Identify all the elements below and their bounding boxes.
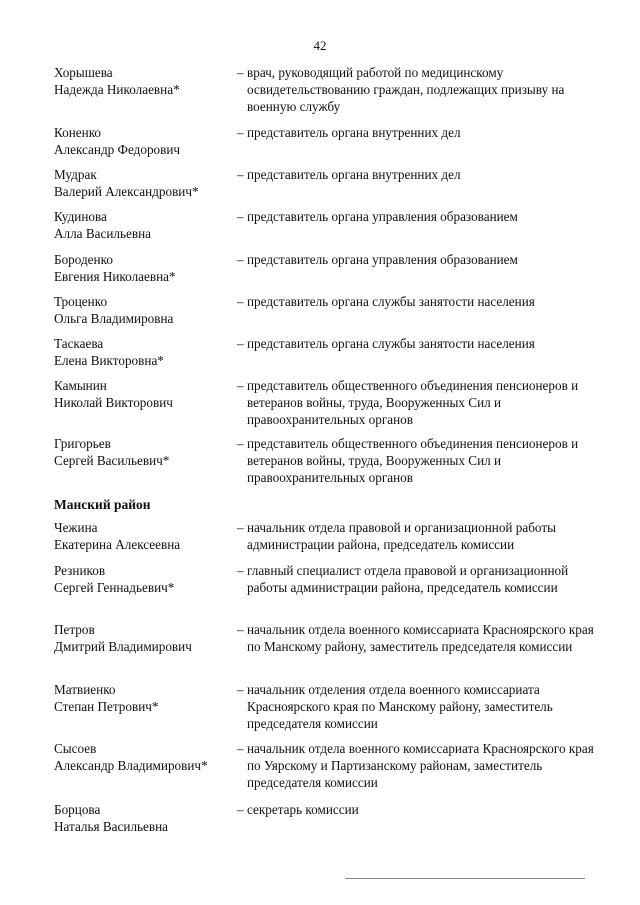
member-role [237, 124, 607, 141]
member-role [237, 801, 607, 818]
bottom-rule [345, 878, 585, 879]
member-name [54, 293, 234, 327]
member-name [54, 208, 234, 242]
member-name [54, 519, 234, 553]
member-name [54, 377, 234, 411]
dash: – [237, 209, 244, 224]
dash: – [237, 436, 244, 451]
member-last-name: Таскаева [54, 336, 104, 351]
member-last-name: Матвиенко [54, 682, 116, 697]
member-last-name: Хорышева [54, 65, 113, 80]
member-first-name: Евгения Николаевна* [54, 269, 176, 284]
dash: – [237, 802, 244, 817]
member-role [237, 377, 607, 428]
member-role-text: представитель органа управления образованием [247, 209, 518, 224]
member-first-name: Николай Викторович [54, 395, 173, 410]
member-last-name: Чежина [54, 520, 98, 535]
member-name [54, 681, 234, 715]
dash: – [237, 252, 244, 267]
dash: – [237, 563, 244, 578]
member-role [237, 562, 607, 596]
dash: – [237, 294, 244, 309]
member-first-name: Екатерина Алексеевна [54, 537, 181, 552]
member-last-name: Бороденко [54, 252, 113, 267]
member-name [54, 740, 234, 774]
member-role [237, 740, 607, 791]
member-first-name: Александр Федорович [54, 142, 181, 157]
member-role-text: начальник отдела военного комиссариата Красноярского края по Манскому району, заместитель председателя комиссии [247, 622, 594, 654]
member-last-name: Троценко [54, 294, 108, 309]
member-name [54, 64, 234, 98]
dash: – [237, 167, 244, 182]
member-last-name: Григорьев [54, 436, 111, 451]
member-name [54, 562, 234, 596]
member-role [237, 293, 607, 310]
member-first-name: Сергей Геннадьевич* [54, 580, 175, 595]
dash: – [237, 622, 244, 637]
member-name [54, 166, 234, 200]
section-title: Манский район [54, 497, 151, 512]
member-role-text: секретарь комиссии [247, 802, 359, 817]
member-role [237, 64, 607, 115]
member-first-name: Надежда Николаевна* [54, 82, 180, 97]
member-role [237, 251, 607, 268]
member-last-name: Кудинова [54, 209, 107, 224]
dash: – [237, 682, 244, 697]
member-role-text: начальник отдела военного комиссариата Красноярского края по Уярскому и Партизанскому районам, заместитель председателя комиссии [247, 741, 594, 790]
member-first-name: Елена Викторовна* [54, 353, 164, 368]
dash: – [237, 336, 244, 351]
member-first-name: Ольга Владимировна [54, 311, 174, 326]
member-first-name: Сергей Васильевич* [54, 453, 170, 468]
member-first-name: Александр Владимирович* [54, 758, 208, 773]
dash: – [237, 125, 244, 140]
member-name [54, 801, 234, 835]
member-first-name: Алла Васильевна [54, 226, 151, 241]
member-name [54, 621, 234, 655]
member-role-text: представитель общественного объединения пенсионеров и ветеранов войны, труда, Вооруженных Сил и правоохранительных органов [247, 378, 579, 427]
member-role [237, 335, 607, 352]
member-last-name: Борцова [54, 802, 101, 817]
member-last-name: Мудрак [54, 167, 97, 182]
member-role-text: начальник отдела правовой и организационной работы администрации района, председатель комиссии [247, 520, 556, 552]
member-role-text: представитель органа управления образованием [247, 252, 518, 267]
member-first-name: Наталья Васильевна [54, 819, 169, 834]
member-role-text: начальник отделения отдела военного комиссариата Красноярского края по Манскому району, заместитель председателя комиссии [247, 682, 553, 731]
member-role-text: представитель органа внутренних дел [247, 125, 461, 140]
member-role-text: представитель органа службы занятости населения [247, 336, 535, 351]
member-role [237, 435, 607, 486]
dash: – [237, 741, 244, 756]
member-role [237, 621, 607, 655]
member-role [237, 519, 607, 553]
member-role-text: представитель общественного объединения пенсионеров и ветеранов войны, труда, Вооруженных Сил и правоохранительных органов [247, 436, 579, 485]
member-first-name: Дмитрий Владимирович [54, 639, 192, 654]
member-last-name: Петров [54, 622, 95, 637]
member-last-name: Резников [54, 563, 106, 578]
member-role [237, 166, 607, 183]
member-name [54, 335, 234, 369]
member-role [237, 681, 607, 732]
member-name [54, 124, 234, 158]
page-number: 42 [313, 38, 327, 53]
member-last-name: Сысоев [54, 741, 97, 756]
member-role-text: представитель органа службы занятости населения [247, 294, 535, 309]
member-first-name: Валерий Александрович* [54, 184, 199, 199]
member-name [54, 435, 234, 469]
dash: – [237, 520, 244, 535]
dash: – [237, 378, 244, 393]
member-name [54, 251, 234, 285]
member-role-text: главный специалист отдела правовой и организационной работы администрации района, председатель комиссии [247, 563, 569, 595]
member-last-name: Камынин [54, 378, 107, 393]
dash: – [237, 65, 244, 80]
member-last-name: Коненко [54, 125, 102, 140]
member-first-name: Степан Петрович* [54, 699, 159, 714]
member-role-text: представитель органа внутренних дел [247, 167, 461, 182]
member-role [237, 208, 607, 225]
member-role-text: врач, руководящий работой по медицинскому освидетельствованию граждан, подлежащих призыву на военную службу [247, 65, 565, 114]
